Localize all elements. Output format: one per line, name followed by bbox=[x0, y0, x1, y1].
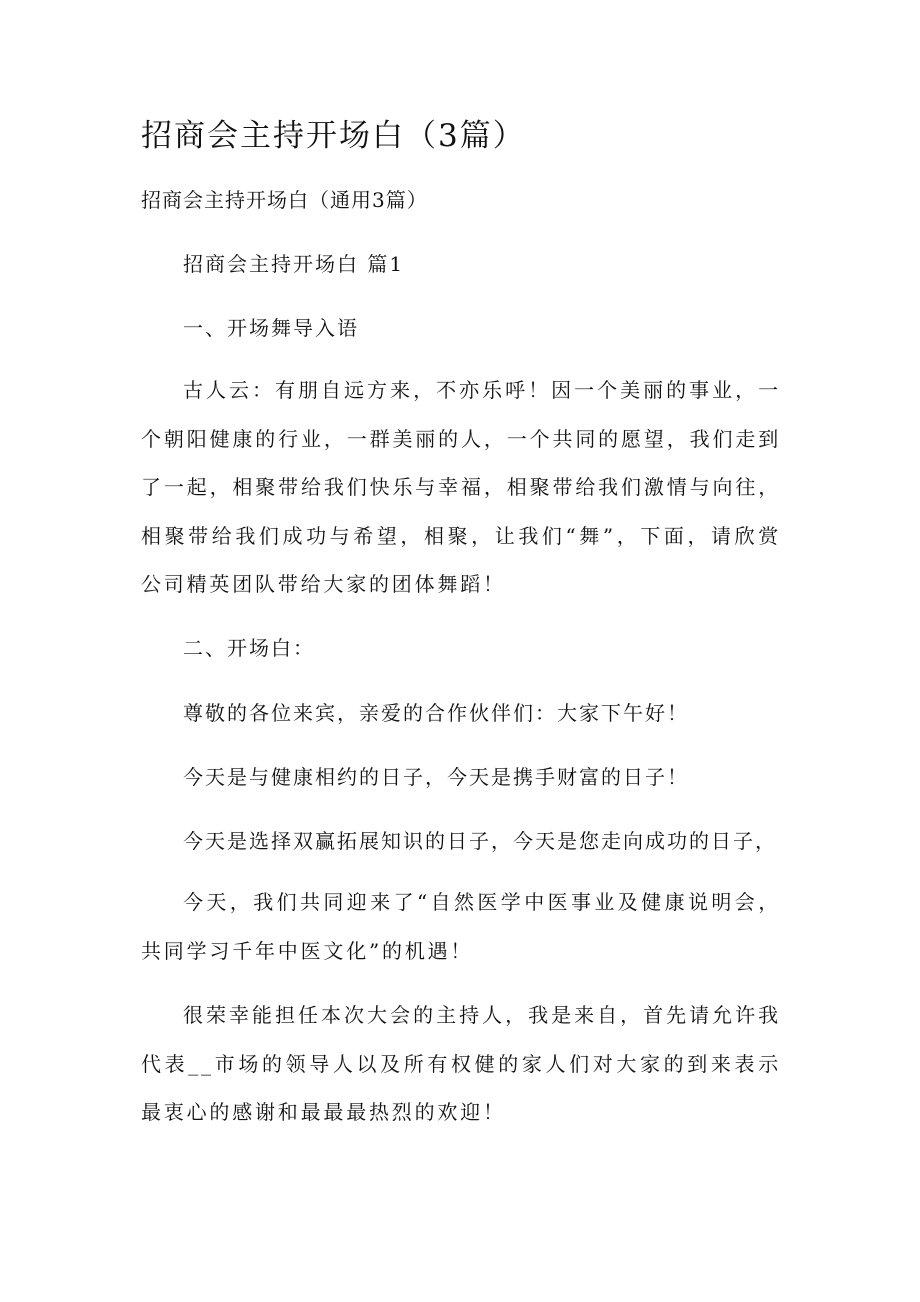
part1-heading: 一、开场舞导入语 bbox=[183, 316, 359, 340]
section-heading: 招商会主持开场白 篇1 bbox=[183, 252, 405, 276]
document-subtitle: 招商会主持开场白（通用3篇） bbox=[141, 188, 428, 212]
part2-heading: 二、开场白： bbox=[183, 636, 315, 660]
today-paragraph-3: 今天，我们共同迎来了“自然医学中医事业及健康说明会，共同学习千年中医文化”的机遇！ bbox=[141, 890, 781, 963]
host-paragraph: 很荣幸能担任本次大会的主持人，我是来自，首先请允许我代表__市场的领导人以及所有权健的家人们对大家的到来表示最衷心的感谢和最最最热烈的欢迎！ bbox=[141, 1003, 781, 1125]
today-line-2: 今天是选择双赢拓展知识的日子，今天是您走向成功的日子， bbox=[183, 829, 777, 853]
greeting-line: 尊敬的各位来宾，亲爱的合作伙伴们：大家下午好！ bbox=[183, 701, 689, 725]
document-title: 招商会主持开场白（3篇） bbox=[141, 118, 526, 154]
part1-paragraph: 古人云：有朋自远方来，不亦乐呼！因一个美丽的事业，一个朝阳健康的行业，一群美丽的人，一个共同的愿望，我们走到了一起，相聚带给我们快乐与幸福，相聚带给我们激情与向往，相聚带给我们成功与希望，相聚，让我们“舞”，下面，请欣赏公司精英团队带给大家的团体舞蹈！ bbox=[141, 378, 781, 597]
today-line-1: 今天是与健康相约的日子，今天是携手财富的日子！ bbox=[183, 765, 689, 789]
